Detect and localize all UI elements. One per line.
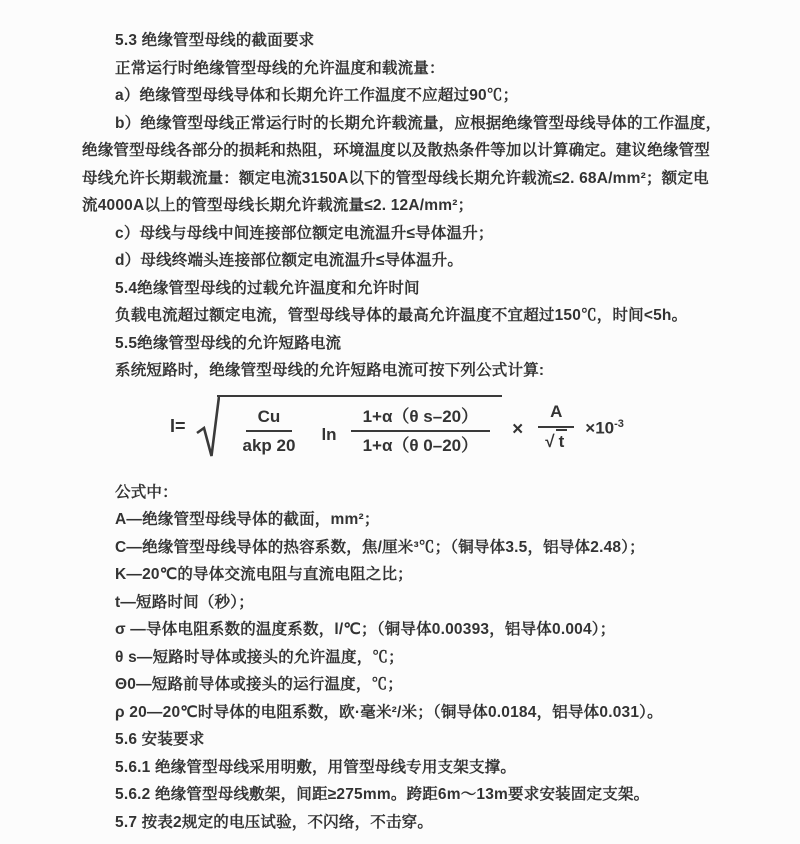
formula-ratio-fraction (351, 406, 491, 457)
formula-radicand (217, 395, 503, 457)
definition-rho-20: ρ 20—20℃时导体的电阻系数，欧·毫米²/米；（铜导体0.0184，铝导体0.031）。 (115, 703, 663, 721)
formula-area-numerator: A (538, 401, 574, 427)
definition-t: t—短路时间（秒）； (115, 593, 254, 611)
section-5-3-intro: 正常运行时绝缘管型母线的允许温度和载流量： (115, 59, 445, 77)
formula-intro: 公式中： (115, 483, 178, 501)
definition-K: K—20℃的导体交流电阻与直流电阻之比； (115, 566, 413, 583)
section-5-4-heading: 5.4绝缘管型母线的过载允许温度和允许时间 (115, 279, 420, 297)
formula-ratio-numerator: 1+α（θ s–20） (351, 406, 491, 432)
definition-theta-s: θ s—短路时导体或接头的允许温度，℃； (115, 648, 404, 666)
formula-ratio-denominator: 1+α（θ 0–20） (362, 435, 479, 455)
formula-time-symbol: t (556, 429, 568, 451)
clause-d: d）母线终端头连接部位额定电流温升≤导体温升。 (115, 252, 464, 269)
formula-inner-numerator: Cu (246, 406, 293, 432)
small-radical-sign: √ (545, 431, 555, 451)
clause-5-6-1: 5.6.1 绝缘管型母线采用明敷，用管型母线专用支架支撑。 (115, 758, 517, 776)
section-5-6-heading: 5.6 安装要求 (115, 731, 205, 748)
section-5-4-body: 负载电流超过额定电流，管型母线导体的最高允许温度不宜超过150℃，时间<5h。 (115, 307, 688, 324)
section-5-5-body: 系统短路时，绝缘管型母线的允许短路电流可按下列公式计算: (115, 362, 545, 379)
clause-b: b）绝缘管型母线正常运行时的长期允许载流量，应根据绝缘管型母线导体的工作温度，绝缘管型母线各部分的损耗和热阻，环境温度以及散热条件等加以计算确定。建议绝缘管型母线允许长期载流量：额定电流3150A以下的管型母线长期允许载流≤2. 68A/mm²；额定电流4000A以上的管型母线长期允许载流量≤2. 12A/mm²； (82, 114, 722, 214)
definition-C: C—绝缘管型母线导体的热容系数，焦/厘米³℃；（铜导体3.5，铝导体2.48）； (115, 538, 645, 556)
short-circuit-current-formula (170, 385, 724, 469)
clause-a: a）绝缘管型母线导体和长期允许工作温度不应超过90℃； (115, 87, 519, 104)
section-5-3-heading: 5.3 绝缘管型母线的截面要求 (115, 32, 315, 49)
formula-area-fraction (533, 401, 579, 452)
clause-5-7: 5.7 按表2规定的电压试验，不闪络，不击穿。 (115, 813, 434, 831)
definition-theta-0: Θ0—短路前导体或接头的运行温度，℃； (115, 676, 403, 693)
formula-scale-base: ×10 (585, 418, 615, 438)
clause-c: c）母线与母线中间连接部位额定电流温升≤导体温升； (115, 224, 494, 242)
formula-multiply-sign: × (512, 418, 524, 440)
definition-A: A—绝缘管型母线导体的截面，mm²； (115, 511, 380, 528)
clause-5-6-2: 5.6.2 绝缘管型母线敷架，间距≥275mm。跨距6m～13m要求安装固定支架。 (115, 786, 650, 803)
formula-ln-operator: ln (321, 424, 337, 444)
section-5-5-heading: 5.5绝缘管型母线的允许短路电流 (115, 334, 342, 352)
formula-scale-exponent: -3 (614, 418, 624, 431)
formula-square-root (196, 395, 503, 459)
formula-scale-factor (585, 414, 624, 439)
formula-inner-fraction (231, 406, 308, 457)
definition-sigma: σ —导体电阻系数的温度系数，l/℃；（铜导体0.00393，铝导体0.004）； (115, 621, 616, 638)
formula-inner-denominator: akp 20 (242, 435, 296, 455)
formula-area-denominator (533, 428, 579, 452)
formula-lhs: I= (170, 416, 186, 436)
